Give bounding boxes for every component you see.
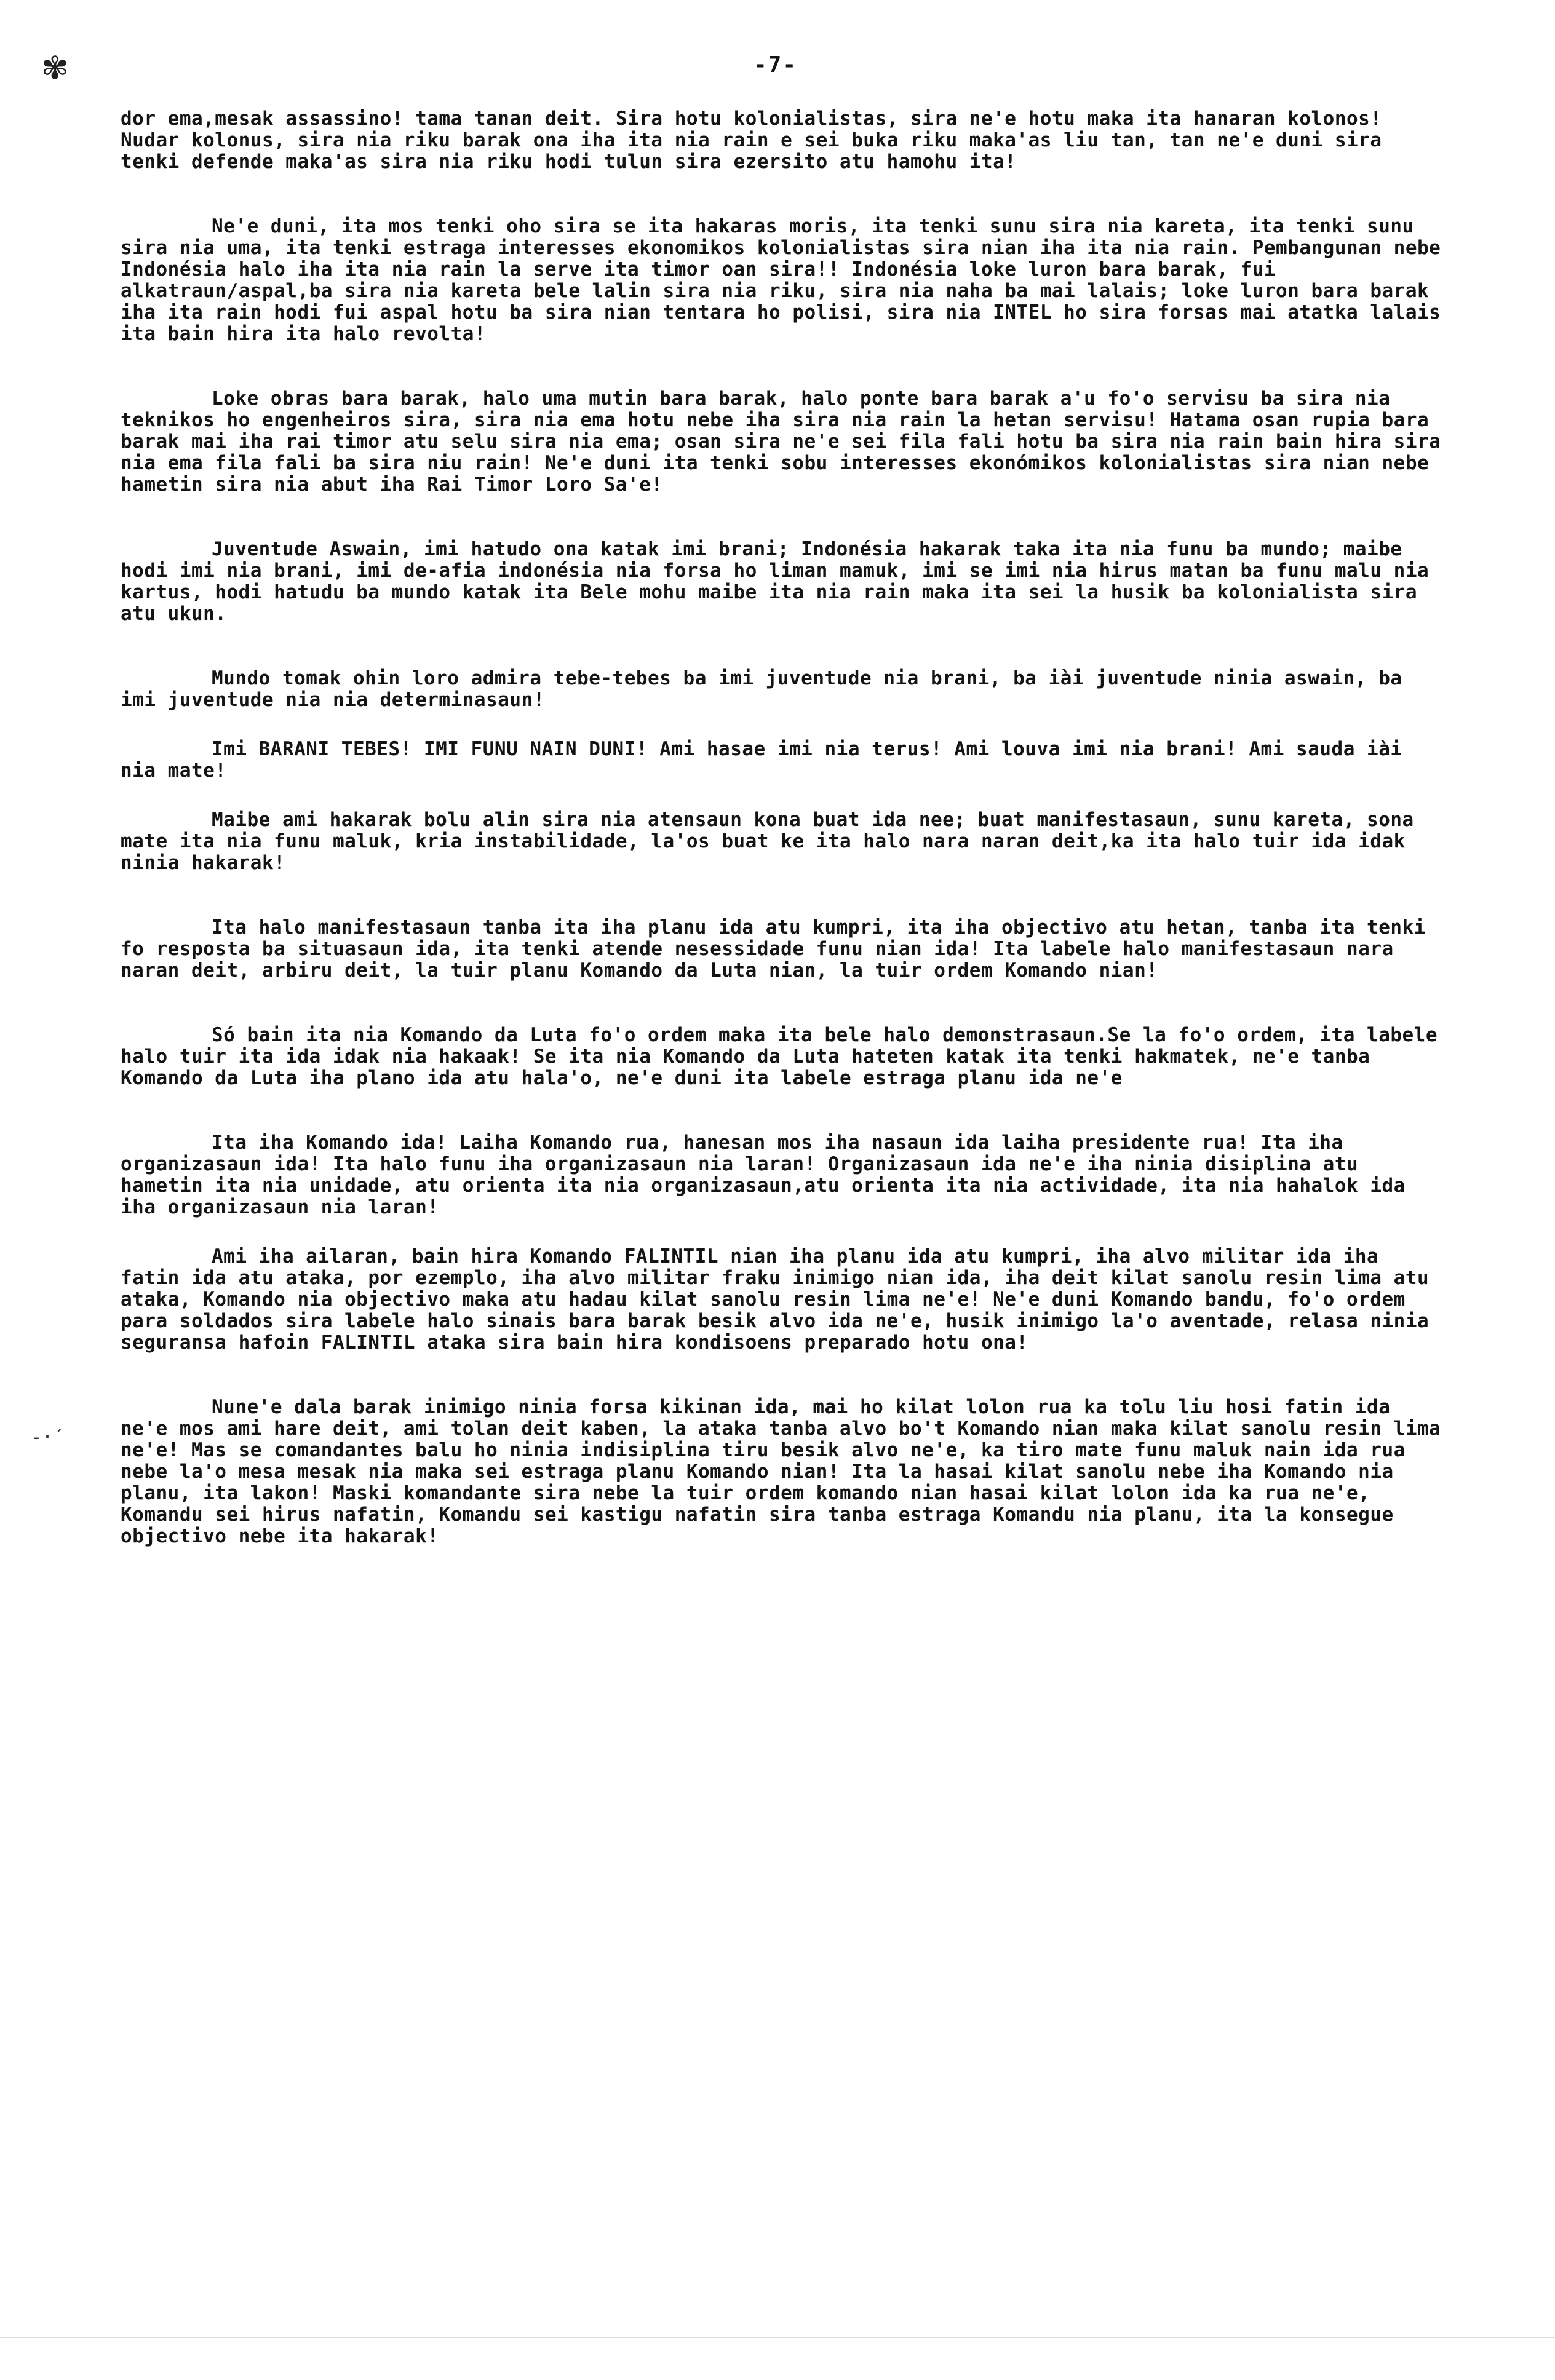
paragraph-2: Ne'e duni, ita mos tenki oho sira se ita hakaras moris, ita tenki sunu sira nia kareta, ita tenki sunu sira nia uma, ita tenki estraga interesses ekonomikos kolonialistas sira nian iha ita nia rain. Pembangunan nebe Indonésia halo iha ita nia rain la serve ita timor oan sira!! Indonésia loke luron bara barak, fui alkatraun/aspal,ba sira nia kareta bele lalin sira nia riku, sira nia naha ba mai lalais; loke luron bara barak iha ita rain hodi fui aspal hotu ba sira nian tentara ho polisi, sira nia INTEL ho sira forsas mai atatka lalais ita bain hira ita halo revolta! xyxy=(121,215,1441,345)
paragraph-5: Mundo tomak ohin loro admira tebe-tebes ba imi juventude nia brani, ba iài juventude ninia aswain, ba imi juventude nia nia determinasaun! xyxy=(121,667,1402,711)
paragraph-4: Juventude Aswain, imi hatudo ona katak imi brani; Indonésia hakarak taka ita nia funu ba mundo; maibe hodi imi nia brani, imi de-afia indonésia nia forsa ho liman mamuk, imi se imi nia hirus matan ba funu malu nia kartus, hodi hatudu ba mundo katak ita Bele mohu maibe ita nia rain maka ita sei la husik ba kolonialista sira atu ukun. xyxy=(121,538,1430,625)
paragraph-7: Maibe ami hakarak bolu alin sira nia atensaun kona buat ida nee; buat manifestasaun, sunu kareta, sona mate ita nia funu maluk, kria instabilidade, la'os buat ke ita halo nara naran deit,ka ita halo tuir ida idak ninia hakarak! xyxy=(121,809,1414,874)
document-body xyxy=(121,108,1449,1590)
paragraph-12: Nune'e dala barak inimigo ninia forsa kikinan ida, mai ho kilat lolon rua ka tolu liu hosi fatin ida ne'e mos ami hare deit, ami tolan deit kaben, la ataka tanba alvo bo't Komando nian maka kilat sanolu resin lima ne'e! Mas se comandantes balu ho ninia indisiplina tiru besik alvo ne'e, ka tiro mate funu maluk nain ida rua nebe la'o mesa mesak nia maka sei estraga planu Komando nian! Ita la hasai kilat sanolu nebe iha Komando nia planu, ita lakon! Maski komandante sira nebe la tuir ordem komando nian hasai kilat lolon ida ka rua ne'e, Komandu sei hirus nafatin, Komandu sei kastigu nafatin sira tanba estraga Komandu nia planu, ita la konsegue objectivo nebe ita hakarak! xyxy=(121,1396,1441,1547)
scan-edge-line xyxy=(0,2337,1555,2338)
paragraph-11: Ami iha ailaran, bain hira Komando FALINTIL nian iha planu ida atu kumpri, iha alvo militar ida iha fatin ida atu ataka, por ezemplo, iha alvo militar fraku inimigo nian ida, iha deit kilat sanolu resin lima atu ataka, Komando nia objectivo maka atu hadau kilat sanolu resin lima ne'e! Ne'e duni Komando bandu, fo'o ordem para soldados sira labele halo sinais bara barak besik alvo ida ne'e, husik inimigo la'o aventade, relasa ninia seguransa hafoin FALINTIL ataka sira bain hira kondisoens preparado hotu ona! xyxy=(121,1245,1430,1354)
scribble-mark-icon: ✾ xyxy=(43,43,67,89)
page-number: -7- xyxy=(754,52,798,77)
paragraph-10: Ita iha Komando ida! Laiha Komando rua, hanesan mos iha nasaun ida laiha presidente rua! Ita iha organizasaun ida! Ita halo funu iha organizasaun nia laran! Organizasaun ida ne'e iha ninia disiplina atu hametin ita nia unidade, atu orienta ita nia organizasaun,atu orienta ita nia actividade, ita nia hahalok ida iha organizasaun nia laran! xyxy=(121,1132,1406,1218)
paragraph-1: dor ema,mesak assassino! tama tanan deit. Sira hotu kolonialistas, sira ne'e hotu maka ita hanaran kolonos! Nudar kolonus, sira nia riku barak ona iha ita nia rain e sei buka riku maka'as liu tan, tan ne'e duni sira tenki defende maka'as sira nia riku hodi tulun sira ezersito atu hamohu ita! xyxy=(121,108,1382,173)
margin-mark: -·´ xyxy=(31,1427,65,1448)
paragraph-3: Loke obras bara barak, halo uma mutin bara barak, halo ponte bara barak a'u fo'o servisu ba sira nia teknikos ho engenheiros sira, sira nia ema hotu nebe iha sira nia rain la hetan servisu! Hatama osan rupia bara barak mai iha rai timor atu selu sira nia ema; osan sira ne'e sei fila fali hotu ba sira nia rain bain hira sira nia ema fila fali ba sira niu rain! Ne'e duni ita tenki sobu interesses ekonómikos kolonialistas sira nian nebe hametin sira nia abut iha Rai Timor Loro Sa'e! xyxy=(121,387,1441,496)
paragraph-8: Ita halo manifestasaun tanba ita iha planu ida atu kumpri, ita iha objectivo atu hetan, tanba ita tenki fo resposta ba situasaun ida, ita tenki atende nesessidade funu nian ida! Ita labele halo manifestasaun nara naran deit, arbiru deit, la tuir planu Komando da Luta nian, la tuir ordem Komando nian! xyxy=(121,916,1426,982)
paragraph-9: Só bain ita nia Komando da Luta fo'o ordem maka ita bele halo demonstrasaun.Se la fo'o ordem, ita labele halo tuir ita ida idak nia hakaak! Se ita nia Komando da Luta hateten katak ita tenki hakmatek, ne'e tanba Komando da Luta iha plano ida atu hala'o, ne'e duni ita labele estraga planu ida ne'e xyxy=(121,1024,1438,1089)
paragraph-6: Imi BARANI TEBES! IMI FUNU NAIN DUNI! Ami hasae imi nia terus! Ami louva imi nia brani! Ami sauda iài nia mate! xyxy=(121,738,1402,782)
